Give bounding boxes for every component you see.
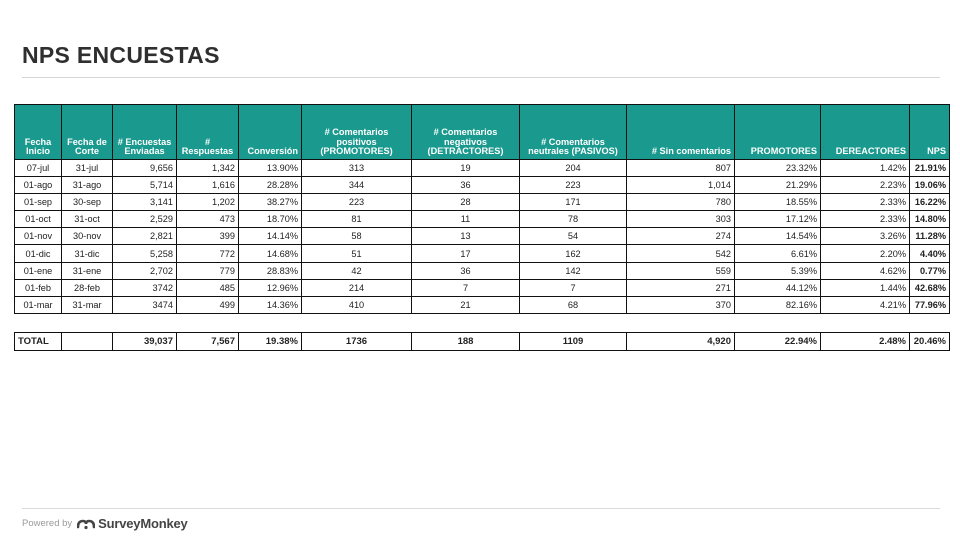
powered-by-text: Powered by	[22, 518, 73, 529]
total-cell: 22.94%	[735, 332, 821, 350]
table-cell: 2,529	[113, 211, 177, 228]
table-cell: 21.29%	[735, 177, 821, 194]
table-cell: 3,141	[113, 194, 177, 211]
table-cell: 31-oct	[62, 211, 113, 228]
table-cell: 6.61%	[735, 245, 821, 262]
table-cell: 344	[302, 177, 412, 194]
table-row	[15, 160, 950, 177]
table-cell: 31-ene	[62, 262, 113, 279]
table-cell: 1,342	[177, 160, 239, 177]
table-cell: 3474	[113, 296, 177, 313]
table-cell: 23.32%	[735, 160, 821, 177]
table-cell: 11.28%	[910, 228, 950, 245]
table-cell: 5,714	[113, 177, 177, 194]
table-cell: 18.70%	[239, 211, 302, 228]
table-cell: 559	[627, 262, 735, 279]
table-cell: 28-feb	[62, 279, 113, 296]
table-cell: 01-ago	[15, 177, 62, 194]
table-cell: 38.27%	[239, 194, 302, 211]
table-cell: 1.44%	[821, 279, 910, 296]
col-comentarios-negativos: # Comentarios negativos (DETRACTORES)	[412, 105, 520, 160]
col-sin-comentarios: # Sin comentarios	[627, 105, 735, 160]
table-cell: 2.33%	[821, 194, 910, 211]
table-cell: 31-mar	[62, 296, 113, 313]
table-cell: 5,258	[113, 245, 177, 262]
table-cell: 772	[177, 245, 239, 262]
table-cell: 9,656	[113, 160, 177, 177]
table-cell: 28.83%	[239, 262, 302, 279]
table-cell: 7	[412, 279, 520, 296]
table-cell: 807	[627, 160, 735, 177]
table-cell: 3.26%	[821, 228, 910, 245]
table-cell: 780	[627, 194, 735, 211]
table-cell: 12.96%	[239, 279, 302, 296]
table-cell: 473	[177, 211, 239, 228]
table-cell: 223	[520, 177, 627, 194]
table-cell: 01-mar	[15, 296, 62, 313]
col-conversion: Conversión	[239, 105, 302, 160]
table-cell: 51	[302, 245, 412, 262]
table-cell: 2.20%	[821, 245, 910, 262]
total-cell: 20.46%	[910, 332, 950, 350]
table-cell: 31-ago	[62, 177, 113, 194]
table-cell: 19.06%	[910, 177, 950, 194]
table-cell: 303	[627, 211, 735, 228]
table-cell: 204	[520, 160, 627, 177]
table-cell: 17.12%	[735, 211, 821, 228]
table-cell: 21.91%	[910, 160, 950, 177]
footer-divider	[22, 508, 940, 509]
col-nps: NPS	[910, 105, 950, 160]
table-cell: 78	[520, 211, 627, 228]
table-cell: 2,702	[113, 262, 177, 279]
table-cell: 274	[627, 228, 735, 245]
table-cell: 2.33%	[821, 211, 910, 228]
table-cell: 01-feb	[15, 279, 62, 296]
table-cell: 18.55%	[735, 194, 821, 211]
table-cell: 07-jul	[15, 160, 62, 177]
table-row	[15, 262, 950, 279]
table-cell: 42.68%	[910, 279, 950, 296]
page-title: NPS ENCUESTAS	[22, 42, 220, 68]
col-fecha-corte: Fecha de Corte	[62, 105, 113, 160]
table-cell: 01-oct	[15, 211, 62, 228]
table-cell: 4.40%	[910, 245, 950, 262]
total-cell: 2.48%	[821, 332, 910, 350]
total-cell: 4,920	[627, 332, 735, 350]
table-cell: 14.68%	[239, 245, 302, 262]
table-cell: 499	[177, 296, 239, 313]
total-cell: 1109	[520, 332, 627, 350]
table-cell: 14.80%	[910, 211, 950, 228]
table-cell: 1,014	[627, 177, 735, 194]
table-cell: 11	[412, 211, 520, 228]
table-cell: 7	[520, 279, 627, 296]
table-cell: 30-nov	[62, 228, 113, 245]
table-cell: 171	[520, 194, 627, 211]
table-row	[15, 279, 950, 296]
table-cell: 21	[412, 296, 520, 313]
total-cell: 7,567	[177, 332, 239, 350]
table-cell: 28.28%	[239, 177, 302, 194]
table-cell: 779	[177, 262, 239, 279]
total-row	[15, 332, 950, 350]
col-comentarios-positivos: # Comentarios positivos (PROMOTORES)	[302, 105, 412, 160]
table-cell: 28	[412, 194, 520, 211]
table-cell: 4.62%	[821, 262, 910, 279]
col-promotores: PROMOTORES	[735, 105, 821, 160]
table-cell: 16.22%	[910, 194, 950, 211]
table-cell: 410	[302, 296, 412, 313]
total-cell: 1736	[302, 332, 412, 350]
table-cell: 42	[302, 262, 412, 279]
table-cell: 0.77%	[910, 262, 950, 279]
table-cell: 1.42%	[821, 160, 910, 177]
table-cell: 36	[412, 262, 520, 279]
table-cell: 13	[412, 228, 520, 245]
title-divider	[22, 77, 940, 78]
table-cell: 31-dic	[62, 245, 113, 262]
surveymonkey-brand: SurveyMonkey	[98, 516, 188, 531]
table-cell: 01-sep	[15, 194, 62, 211]
table-cell: 271	[627, 279, 735, 296]
table-cell: 1,616	[177, 177, 239, 194]
table-row	[15, 245, 950, 262]
table-cell: 81	[302, 211, 412, 228]
table-cell: 4.21%	[821, 296, 910, 313]
table-row	[15, 177, 950, 194]
table-cell: 142	[520, 262, 627, 279]
col-comentarios-neutrales: # Comentarios neutrales (PASIVOS)	[520, 105, 627, 160]
table-cell: 2,821	[113, 228, 177, 245]
table-row	[15, 228, 950, 245]
table-cell: 5.39%	[735, 262, 821, 279]
table-cell: 01-ene	[15, 262, 62, 279]
footer	[22, 516, 188, 531]
table-row	[15, 194, 950, 211]
table-cell: 17	[412, 245, 520, 262]
table-cell: 19	[412, 160, 520, 177]
table-cell: 31-jul	[62, 160, 113, 177]
table-cell: 399	[177, 228, 239, 245]
table-cell: 1,202	[177, 194, 239, 211]
col-encuestas-enviadas: # Encuestas Enviadas	[113, 105, 177, 160]
total-cell: 19.38%	[239, 332, 302, 350]
surveymonkey-logo-icon	[77, 518, 95, 530]
total-label: TOTAL	[15, 332, 62, 350]
table-cell: 14.54%	[735, 228, 821, 245]
total-cell: 188	[412, 332, 520, 350]
col-detractores: DEREACTORES	[821, 105, 910, 160]
table-cell: 68	[520, 296, 627, 313]
table-cell: 58	[302, 228, 412, 245]
col-respuestas: # Respuestas	[177, 105, 239, 160]
table-header-row	[15, 105, 950, 160]
table-cell: 44.12%	[735, 279, 821, 296]
table-cell: 14.36%	[239, 296, 302, 313]
table-cell: 01-nov	[15, 228, 62, 245]
table-body	[15, 160, 950, 351]
col-fecha-inicio: Fecha Inicio	[15, 105, 62, 160]
total-cell: 39,037	[113, 332, 177, 350]
table-cell: 223	[302, 194, 412, 211]
table-cell: 2.23%	[821, 177, 910, 194]
table-cell: 162	[520, 245, 627, 262]
table-row	[15, 296, 950, 313]
table-cell: 01-dic	[15, 245, 62, 262]
table-cell: 370	[627, 296, 735, 313]
table-cell: 214	[302, 279, 412, 296]
table-cell: 3742	[113, 279, 177, 296]
table-cell: 13.90%	[239, 160, 302, 177]
table-cell: 30-sep	[62, 194, 113, 211]
total-cell	[62, 332, 113, 350]
nps-table	[14, 104, 950, 351]
table-cell: 313	[302, 160, 412, 177]
table-cell: 77.96%	[910, 296, 950, 313]
spacer-row	[15, 313, 950, 332]
table-cell: 14.14%	[239, 228, 302, 245]
table-cell: 485	[177, 279, 239, 296]
table-cell: 36	[412, 177, 520, 194]
table-cell: 82.16%	[735, 296, 821, 313]
table-cell: 542	[627, 245, 735, 262]
table-row	[15, 211, 950, 228]
table-cell: 54	[520, 228, 627, 245]
